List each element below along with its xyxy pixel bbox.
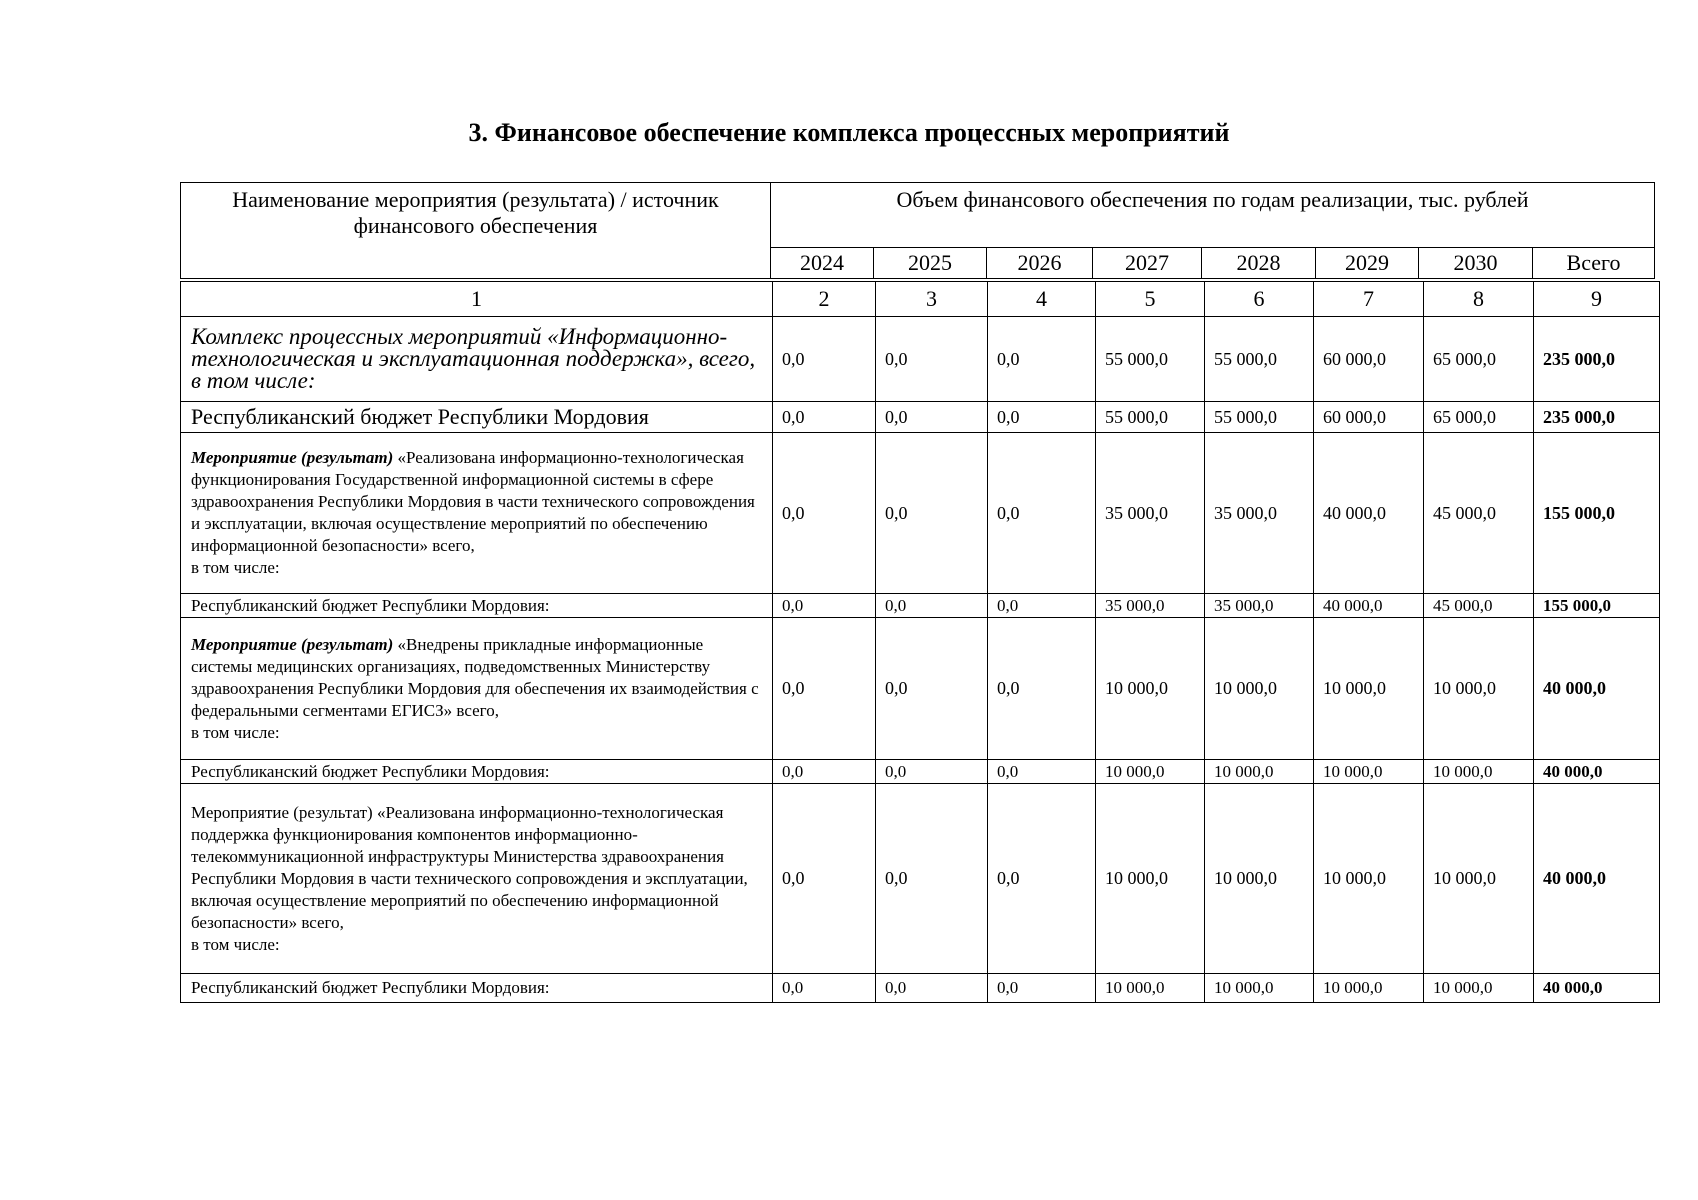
cell-total: 235 000,0 — [1534, 317, 1660, 402]
cell-value: 0,0 — [876, 433, 988, 594]
year-header: 2028 — [1202, 248, 1316, 279]
cell-value: 0,0 — [876, 784, 988, 974]
row-name — [181, 618, 773, 760]
column-number: 9 — [1534, 282, 1660, 317]
table-row — [181, 402, 1660, 433]
finance-table — [180, 281, 1660, 1003]
name-column-header: Наименование мероприятия (результата) / источник финансового обеспечения — [181, 183, 771, 279]
cell-value: 35 000,0 — [1096, 433, 1205, 594]
column-number: 5 — [1096, 282, 1205, 317]
cell-value: 55 000,0 — [1205, 317, 1314, 402]
year-header: 2025 — [874, 248, 987, 279]
cell-value: 40 000,0 — [1314, 433, 1424, 594]
row-suffix: в том числе: — [191, 722, 280, 742]
cell-total: 235 000,0 — [1534, 402, 1660, 433]
row-name-text: «Реализована информационно-технологическая функционирования Государственной информационной системы в сфере здравоохранения Республики Мордовия в части технического сопровождения и эксплуатации, включая осуществление мероприятий по обеспечению информационной безопасности» всего, — [191, 448, 755, 555]
column-number: 3 — [876, 282, 988, 317]
cell-value: 35 000,0 — [1205, 433, 1314, 594]
table-row — [181, 974, 1660, 1003]
table-row — [181, 618, 1660, 760]
cell-value: 10 000,0 — [1314, 974, 1424, 1003]
cell-value: 0,0 — [876, 760, 988, 784]
cell-value: 0,0 — [988, 618, 1096, 760]
table-row — [181, 784, 1660, 974]
cell-value: 55 000,0 — [1096, 317, 1205, 402]
cell-value: 10 000,0 — [1424, 784, 1534, 974]
cell-value: 10 000,0 — [1314, 760, 1424, 784]
cell-value: 55 000,0 — [1205, 402, 1314, 433]
year-header: 2030 — [1419, 248, 1533, 279]
cell-total: 155 000,0 — [1534, 433, 1660, 594]
year-header: 2029 — [1316, 248, 1419, 279]
cell-value: 0,0 — [876, 402, 988, 433]
cell-value: 0,0 — [988, 402, 1096, 433]
row-prefix: Мероприятие (результат) — [191, 634, 394, 654]
row-name: Комплекс процессных мероприятий «Информационно-технологическая и эксплуатационная поддержка», всего, в том числе: — [181, 317, 773, 402]
cell-value: 10 000,0 — [1096, 618, 1205, 760]
row-name: Республиканский бюджет Республики Мордовия: — [181, 594, 773, 618]
row-name-text: «Внедрены прикладные информационные системы медицинских организациях, подведомственных Министерству здравоохранения Республики Мордовия для обеспечения их взаимодействия с федеральными сегментами ЕГИСЗ» всего, — [191, 634, 759, 720]
cell-value: 65 000,0 — [1424, 317, 1534, 402]
cell-value: 10 000,0 — [1205, 974, 1314, 1003]
table-row — [181, 594, 1660, 618]
cell-value: 10 000,0 — [1205, 784, 1314, 974]
cell-total: 40 000,0 — [1534, 618, 1660, 760]
cell-value: 10 000,0 — [1314, 784, 1424, 974]
cell-value: 0,0 — [773, 784, 876, 974]
cell-value: 45 000,0 — [1424, 433, 1534, 594]
cell-value: 60 000,0 — [1314, 402, 1424, 433]
cell-value: 10 000,0 — [1205, 618, 1314, 760]
cell-value: 0,0 — [876, 317, 988, 402]
cell-value: 60 000,0 — [1314, 317, 1424, 402]
total-header: Всего — [1533, 248, 1655, 279]
cell-value: 55 000,0 — [1096, 402, 1205, 433]
year-header: 2026 — [987, 248, 1093, 279]
column-number: 7 — [1314, 282, 1424, 317]
cell-value: 10 000,0 — [1424, 618, 1534, 760]
cell-total: 40 000,0 — [1534, 784, 1660, 974]
cell-value: 0,0 — [988, 784, 1096, 974]
row-name-text: Мероприятие (результат) «Реализована информационно-технологическая поддержка функционирования компонентов информационно-телекоммуникационной инфраструктуры Министерства здравоохранения Республики Мордовия в части технического сопровождения и эксплуатации, включая осуществление мероприятий по обеспечению информационной безопасности» всего, — [191, 802, 748, 932]
column-number: 4 — [988, 282, 1096, 317]
column-number: 8 — [1424, 282, 1534, 317]
page-title: 3. Финансовое обеспечение комплекса процессных мероприятий — [468, 118, 1230, 147]
cell-value: 10 000,0 — [1314, 618, 1424, 760]
cell-value: 0,0 — [876, 974, 988, 1003]
row-name: Республиканский бюджет Республики Мордовия: — [181, 974, 773, 1003]
column-number-row — [181, 282, 1660, 317]
cell-total: 40 000,0 — [1534, 974, 1660, 1003]
cell-value: 10 000,0 — [1096, 784, 1205, 974]
cell-value: 0,0 — [773, 433, 876, 594]
row-name: Республиканский бюджет Республики Мордовия — [181, 402, 773, 433]
row-name: Республиканский бюджет Республики Мордовия: — [181, 760, 773, 784]
cell-value: 0,0 — [773, 974, 876, 1003]
cell-value: 40 000,0 — [1314, 594, 1424, 618]
volume-column-header: Объем финансового обеспечения по годам реализации, тыс. рублей — [771, 183, 1655, 248]
year-header: 2027 — [1093, 248, 1202, 279]
cell-value: 0,0 — [876, 594, 988, 618]
cell-total: 155 000,0 — [1534, 594, 1660, 618]
row-suffix: в том числе: — [191, 934, 280, 954]
table-header — [180, 182, 1655, 279]
table-row — [181, 433, 1660, 594]
column-number: 2 — [773, 282, 876, 317]
cell-value: 45 000,0 — [1424, 594, 1534, 618]
cell-value: 65 000,0 — [1424, 402, 1534, 433]
cell-value: 0,0 — [988, 760, 1096, 784]
cell-value: 10 000,0 — [1205, 760, 1314, 784]
cell-total: 40 000,0 — [1534, 760, 1660, 784]
cell-value: 0,0 — [988, 594, 1096, 618]
row-suffix: в том числе: — [191, 558, 280, 577]
year-header: 2024 — [771, 248, 874, 279]
column-number: 6 — [1205, 282, 1314, 317]
cell-value: 10 000,0 — [1096, 760, 1205, 784]
column-number: 1 — [181, 282, 773, 317]
cell-value: 10 000,0 — [1424, 760, 1534, 784]
table-row — [181, 760, 1660, 784]
cell-value: 0,0 — [773, 594, 876, 618]
cell-value: 0,0 — [988, 317, 1096, 402]
cell-value: 0,0 — [988, 433, 1096, 594]
cell-value: 35 000,0 — [1205, 594, 1314, 618]
cell-value: 0,0 — [988, 974, 1096, 1003]
cell-value: 10 000,0 — [1096, 974, 1205, 1003]
row-prefix: Мероприятие (результат) — [191, 448, 394, 467]
cell-value: 10 000,0 — [1424, 974, 1534, 1003]
cell-value: 0,0 — [773, 317, 876, 402]
cell-value: 0,0 — [773, 402, 876, 433]
cell-value: 0,0 — [773, 760, 876, 784]
cell-value: 0,0 — [876, 618, 988, 760]
row-name — [181, 433, 773, 594]
cell-value: 0,0 — [773, 618, 876, 760]
table-row — [181, 317, 1660, 402]
cell-value: 35 000,0 — [1096, 594, 1205, 618]
row-name — [181, 784, 773, 974]
